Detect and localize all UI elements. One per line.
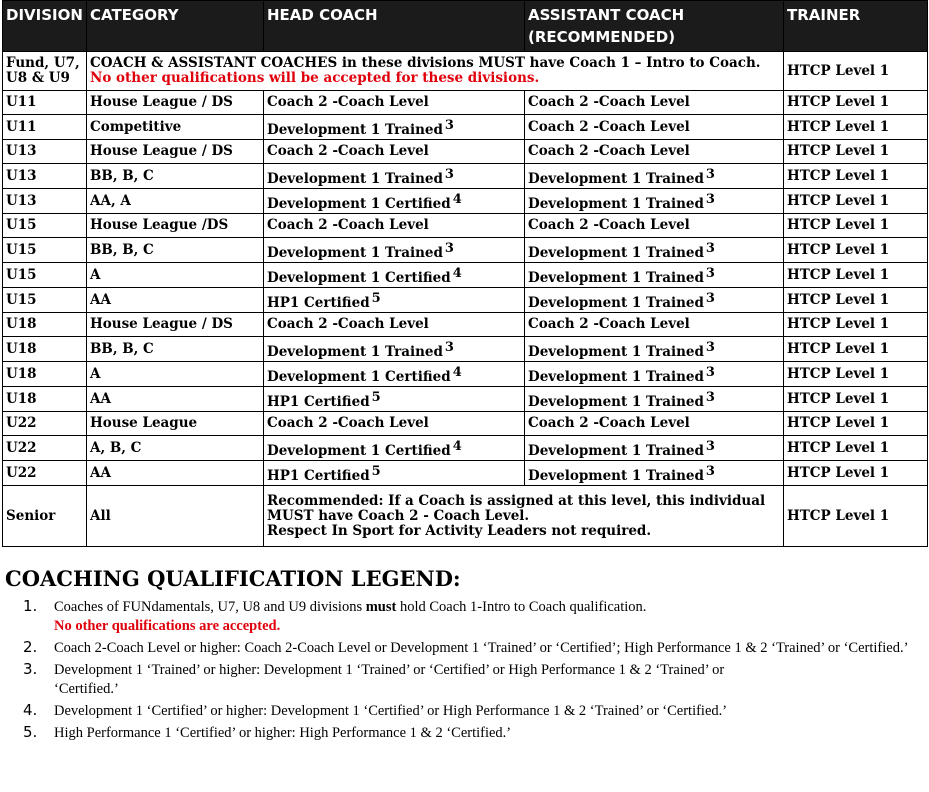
trainer-text: HTCP Level 1 [787,415,890,431]
category-cell [87,91,264,115]
category-cell [87,362,264,387]
header-head-coach: HEAD COACH [264,1,525,52]
head-coach-cell [264,91,525,115]
assistant-coach-cell [525,238,784,263]
footnote-marker: 3 [705,167,715,182]
category-text: House League / DS [90,316,233,332]
trainer-cell [784,288,928,313]
category-text: House League /DS [90,217,229,233]
head-coach-text: Development 1 Certified [267,369,451,385]
head-coach-text: HP1 Certified [267,468,370,484]
assistant-coach-cell [525,362,784,387]
division-cell [3,189,87,214]
category-cell [87,189,264,214]
assistant-coach-text: Coach 2 -Coach Level [528,118,690,135]
head-coach-cell [264,238,525,263]
division-text: U18 [6,365,37,382]
division-text: U18 [6,390,37,407]
head-coach-text: Development 1 Trained [267,122,443,138]
head-coach-cell [264,362,525,387]
trainer-cell [784,313,928,337]
table-row [3,337,928,362]
assistant-coach-text: Coach 2 -Coach Level [528,217,690,233]
header-division: DIVISION [3,1,87,52]
footnote-marker: 5 [371,390,381,405]
legend-number: 2. [23,638,38,656]
assistant-coach-cell [525,387,784,412]
coaching-legend [5,566,925,746]
head-coach-cell [264,140,525,164]
division-text: U11 [6,118,37,135]
footnote-marker: 4 [452,365,462,380]
division-text: U15 [6,241,37,258]
table-row [3,387,928,412]
table-row [3,461,928,486]
head-coach-text: Development 1 Certified [267,270,451,286]
legend-item-4 [5,702,925,721]
assistant-coach-text: Development 1 Trained [528,369,704,385]
division-cell [3,115,87,140]
legend-text: High Performance 1 ‘Certified’ or higher: High Performance 1 & 2 ‘Certified.’ [54,725,512,741]
senior-note-line1: Recommended: If a Coach is assigned at this level, this individual [267,492,766,509]
legend-item-2 [5,639,925,658]
legend-red-note: No other qualifications are accepted. [54,618,281,634]
legend-item-3 [5,661,925,699]
division-cell [3,238,87,263]
category-text: House League [90,415,198,431]
legend-number: 3. [23,660,38,678]
footnote-marker: 3 [705,291,715,306]
assistant-coach-cell [525,214,784,238]
category-cell [87,337,264,362]
table-row [3,189,928,214]
head-coach-cell [264,288,525,313]
footnote-marker: 3 [705,192,715,207]
assistant-coach-text: Development 1 Trained [528,344,704,360]
category-cell [87,263,264,288]
assistant-coach-text: Development 1 Trained [528,245,704,261]
division-text: U22 [6,415,37,431]
head-coach-text: Development 1 Trained [267,344,443,360]
division-text: U13 [6,143,37,159]
division-cell [3,214,87,238]
footnote-marker: 3 [444,167,454,182]
assistant-coach-cell [525,436,784,461]
trainer-cell [784,337,928,362]
head-coach-cell [264,189,525,214]
table-row [3,313,928,337]
category-cell [87,461,264,486]
category-cell [87,164,264,189]
division-cell [3,288,87,313]
division-text: U13 [6,167,37,184]
category-cell [87,412,264,436]
head-coach-text: Development 1 Certified [267,196,451,212]
fund-division-cell: Fund, U7, U8 & U9 [3,52,87,91]
trainer-cell [784,387,928,412]
head-coach-cell [264,337,525,362]
assistant-coach-cell [525,461,784,486]
table-header-row [3,1,928,52]
assistant-coach-text: Development 1 Trained [528,468,704,484]
table-row [3,140,928,164]
assistant-coach-text: Development 1 Trained [528,443,704,459]
assistant-coach-text: Coach 2 -Coach Level [528,415,690,431]
table-row [3,164,928,189]
legend-text: Development 1 ‘Certified’ or higher: Development 1 ‘Certified’ or High Performance 1 & 2 ‘Trained’ or ‘Certified.’ [54,703,728,719]
category-text: A [90,266,101,283]
legend-item-1 [5,598,925,636]
footnote-marker: 3 [705,340,715,355]
trainer-cell [784,214,928,238]
trainer-text: HTCP Level 1 [787,241,890,258]
assistant-coach-text: Coach 2 -Coach Level [528,143,690,159]
trainer-cell [784,362,928,387]
senior-category-cell: All [87,486,264,547]
assistant-coach-text: Development 1 Trained [528,394,704,410]
table-row [3,263,928,288]
qualifications-table [2,0,928,547]
table-row-fundamentals [3,52,928,91]
head-coach-text: Coach 2 -Coach Level [267,94,429,110]
header-assistant-line2: (RECOMMENDED) [528,28,676,46]
category-text: Competitive [90,118,182,135]
head-coach-text: Coach 2 -Coach Level [267,143,429,159]
trainer-text: HTCP Level 1 [787,316,890,332]
trainer-cell [784,263,928,288]
assistant-coach-text: Development 1 Trained [528,171,704,187]
category-cell [87,288,264,313]
table-row [3,362,928,387]
footnote-marker: 3 [444,340,454,355]
trainer-cell [784,238,928,263]
category-cell [87,140,264,164]
footnote-marker: 5 [371,291,381,306]
category-text: BB, B, C [90,241,154,258]
head-coach-cell [264,214,525,238]
head-coach-cell [264,313,525,337]
division-cell [3,164,87,189]
trainer-text: HTCP Level 1 [787,464,890,481]
assistant-coach-cell [525,140,784,164]
category-cell [87,238,264,263]
head-coach-cell [264,164,525,189]
head-coach-text: HP1 Certified [267,295,370,311]
division-text: U22 [6,439,37,456]
footnote-marker: 4 [452,439,462,454]
footnote-marker: 3 [705,241,715,256]
head-coach-cell [264,412,525,436]
head-coach-cell [264,115,525,140]
assistant-coach-text: Coach 2 -Coach Level [528,94,690,110]
senior-note-line2: MUST have Coach 2 - Coach Level. [267,507,530,524]
division-cell [3,362,87,387]
division-cell [3,263,87,288]
category-text: BB, B, C [90,167,154,184]
senior-note-cell [264,486,784,547]
table-row [3,214,928,238]
trainer-cell [784,189,928,214]
head-coach-cell [264,387,525,412]
category-cell [87,387,264,412]
legend-title: COACHING QUALIFICATION LEGEND: [5,566,461,591]
head-coach-text: Development 1 Certified [267,443,451,459]
assistant-coach-text: Development 1 Trained [528,196,704,212]
category-text: House League / DS [90,143,233,159]
assistant-coach-cell [525,412,784,436]
category-text: A, B, C [90,439,142,456]
trainer-text: HTCP Level 1 [787,94,890,110]
head-coach-text: Development 1 Trained [267,245,443,261]
table-row [3,91,928,115]
trainer-text: HTCP Level 1 [787,192,890,209]
category-cell [87,313,264,337]
footnote-marker: 5 [371,464,381,479]
table-row [3,115,928,140]
footnote-marker: 3 [705,439,715,454]
assistant-coach-text: Development 1 Trained [528,270,704,286]
division-cell [3,461,87,486]
assistant-coach-cell [525,337,784,362]
division-cell [3,313,87,337]
legend-text: Coaches of FUNdamentals, U7, U8 and U9 divisions [54,599,366,615]
senior-trainer-cell: HTCP Level 1 [784,486,928,547]
assistant-coach-cell [525,313,784,337]
division-cell [3,337,87,362]
division-text: U11 [6,94,37,110]
footnote-marker: 3 [444,241,454,256]
division-text: U15 [6,217,37,233]
assistant-coach-text: Development 1 Trained [528,295,704,311]
footnote-marker: 4 [452,266,462,281]
legend-text: hold Coach 1-Intro to Coach qualification. [396,599,647,615]
category-text: AA [90,291,111,308]
trainer-text: HTCP Level 1 [787,266,890,283]
division-text: U18 [6,340,37,357]
assistant-coach-cell [525,164,784,189]
division-cell [3,140,87,164]
head-coach-text: HP1 Certified [267,394,370,410]
table-row [3,436,928,461]
footnote-marker: 3 [705,464,715,479]
trainer-text: HTCP Level 1 [787,390,890,407]
assistant-coach-cell [525,115,784,140]
footnote-marker: 3 [444,118,454,133]
division-text: U15 [6,266,37,283]
category-text: A [90,365,101,382]
trainer-text: HTCP Level 1 [787,340,890,357]
trainer-cell [784,140,928,164]
header-assistant-coach [525,1,784,52]
header-assistant-line1: ASSISTANT COACH [528,6,685,24]
category-cell [87,115,264,140]
table-row-senior [3,486,928,547]
category-text: AA [90,390,111,407]
footnote-marker: 4 [452,192,462,207]
head-coach-text: Coach 2 -Coach Level [267,415,429,431]
legend-text: Development 1 ‘Trained’ or higher: Development 1 ‘Trained’ or ‘Certified’ or High Performance 1 & 2 ‘Trained’ or ‘Certified.’ [54,662,725,697]
senior-note-line3: Respect In Sport for Activity Leaders not required. [267,522,652,539]
trainer-cell [784,115,928,140]
legend-text-emphasis: must [365,599,397,615]
assistant-coach-cell [525,91,784,115]
head-coach-text: Development 1 Trained [267,171,443,187]
table-row [3,412,928,436]
division-text: U15 [6,291,37,308]
header-category: CATEGORY [87,1,264,52]
category-text: House League / DS [90,94,233,110]
header-trainer: TRAINER [784,1,928,52]
head-coach-text: Coach 2 -Coach Level [267,217,429,233]
trainer-text: HTCP Level 1 [787,118,890,135]
division-cell [3,436,87,461]
trainer-cell [784,436,928,461]
footnote-marker: 3 [705,365,715,380]
assistant-coach-cell [525,263,784,288]
division-cell [3,91,87,115]
legend-number: 4. [23,701,38,719]
head-coach-text: Coach 2 -Coach Level [267,316,429,332]
trainer-cell [784,461,928,486]
fund-trainer-cell: HTCP Level 1 [784,52,928,91]
assistant-coach-cell [525,288,784,313]
trainer-text: HTCP Level 1 [787,439,890,456]
legend-number: 5. [23,723,38,741]
table-row [3,238,928,263]
assistant-coach-cell [525,189,784,214]
trainer-text: HTCP Level 1 [787,365,890,382]
trainer-text: HTCP Level 1 [787,291,890,308]
trainer-cell [784,91,928,115]
table-row [3,288,928,313]
trainer-cell [784,412,928,436]
senior-division-cell: Senior [3,486,87,547]
legend-text: Coach 2-Coach Level or higher: Coach 2-Coach Level or Development 1 ‘Trained’ or ‘Certified’; High Performance 1 & 2 ‘Trained’ or ‘Certified.’ [54,640,909,656]
division-text: U22 [6,464,37,481]
fund-note-red: No other qualifications will be accepted for these divisions. [90,70,540,86]
division-text: U18 [6,316,37,332]
category-text: AA, A [90,192,131,209]
footnote-marker: 3 [705,390,715,405]
assistant-coach-text: Coach 2 -Coach Level [528,316,690,332]
legend-number: 1. [23,597,38,615]
division-cell [3,387,87,412]
category-cell [87,436,264,461]
trainer-text: HTCP Level 1 [787,143,890,159]
legend-list [5,598,925,743]
head-coach-cell [264,461,525,486]
trainer-cell [784,164,928,189]
trainer-text: HTCP Level 1 [787,167,890,184]
head-coach-cell [264,436,525,461]
footnote-marker: 3 [705,266,715,281]
trainer-text: HTCP Level 1 [787,217,890,233]
division-cell [3,412,87,436]
division-text: U13 [6,192,37,209]
head-coach-cell [264,263,525,288]
legend-item-5 [5,724,925,743]
fund-note: COACH & ASSISTANT COACHES in these divisions MUST have Coach 1 – Intro to Coach. [90,55,761,71]
category-text: BB, B, C [90,340,154,357]
fund-note-cell [87,52,784,91]
category-cell [87,214,264,238]
category-text: AA [90,464,111,481]
